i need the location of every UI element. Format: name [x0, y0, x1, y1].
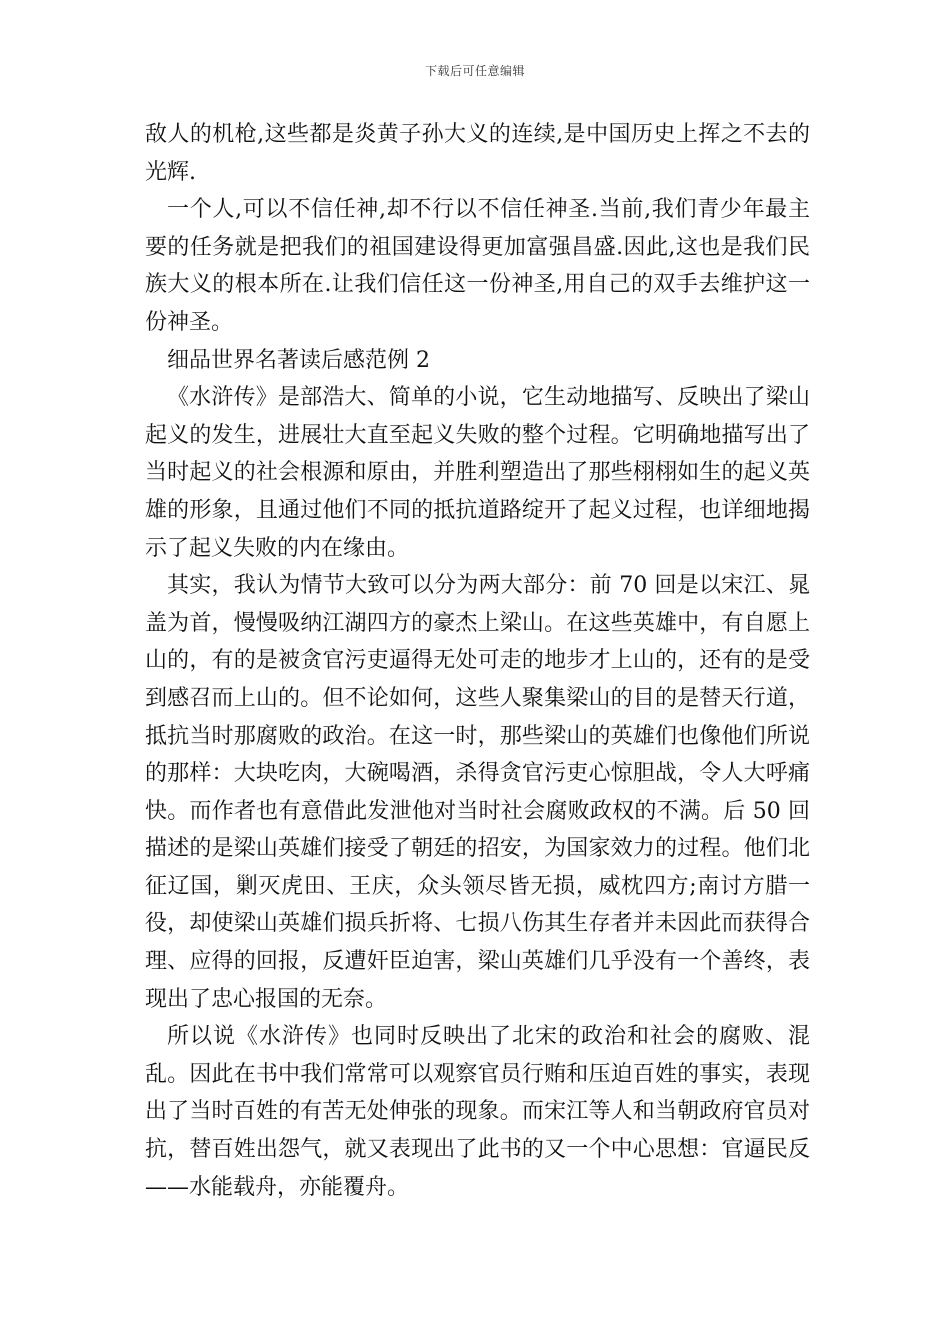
paragraph: 一个人,可以不信任神,却不行以不信任神圣.当前,我们青少年最主要的任务就是把我们的祖国建设得更加富强昌盛.因此,这也是我们民族大义的根本所在.让我们信任这一份神圣,用自己的双手去维护这一份神圣。	[145, 197, 810, 335]
page-header: 下载后可任意编辑	[424, 64, 525, 78]
paragraph: 《水浒传》是部浩大、简单的小说，它生动地描写、反映出了梁山起义的发生，进展壮大直至起义失败的整个过程。它明确地描写出了当时起义的社会根源和原由，并胜利塑造出了那些栩栩如生的起义英雄的形象，且通过他们不同的抵抗道路绽开了起义过程，也详细地揭示了起义失败的内在缘由。	[145, 385, 810, 561]
section-heading: 细品世界名著读后感范例 2	[167, 347, 430, 373]
paragraph: 所以说《水浒传》也同时反映出了北宋的政治和社会的腐败、混乱。因此在书中我们常常可以观察官员行贿和压迫百姓的事实，表现出了当时百姓的有苦无处伸张的现象。而宋江等人和当朝政府官员对抗，替百姓出怨气，就又表现出了此书的又一个中心思想：官逼民反——水能载舟，亦能覆舟。	[145, 1024, 810, 1200]
paragraph-continuation: 敌人的机枪,这些都是炎黄子孙大义的连续,是中国历史上挥之不去的光辉.	[145, 122, 810, 185]
paragraph: 其实，我认为情节大致可以分为两大部分：前 70 回是以宋江、晁盖为首，慢慢吸纳江湖四方的豪杰上梁山。在这些英雄中，有自愿上山的，有的是被贪官污吏逼得无处可走的地步才上山的，还有的是受到感召而上山的。但不论如何，这些人聚集梁山的目的是替天行道，抵抗当时那腐败的政治。在这一时，那些梁山的英雄们也像他们所说的那样：大块吃肉，大碗喝酒，杀得贪官污吏心惊胆战，令人大呼痛快。而作者也有意借此发泄他对当时社会腐败政权的不满。后 50 回描述的是梁山英雄们接受了朝廷的招安，为国家效力的过程。他们北征辽国，剿灭虎田、王庆，众头领尽皆无损，威枕四方;南讨方腊一役，却使梁山英雄们损兵折将、七损八伤其生存者并未因此而获得合理、应得的回报，反遭奸臣迫害，梁山英雄们几乎没有一个善终，表现出了忠心报国的无奈。	[145, 573, 810, 1012]
document-body	[145, 116, 810, 1206]
